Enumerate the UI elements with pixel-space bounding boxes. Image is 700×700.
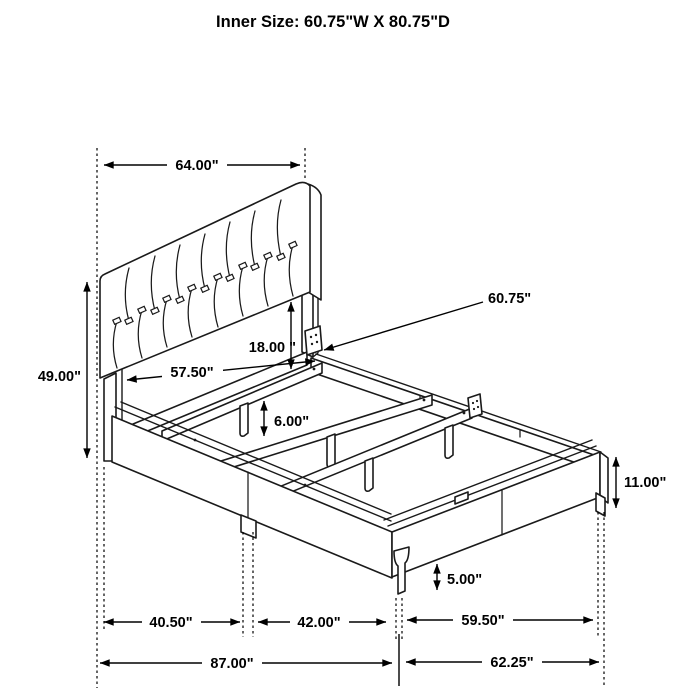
- dim-overall-width: [406, 653, 599, 671]
- ledge-notch: [455, 492, 468, 504]
- dim-head-section: [104, 613, 240, 631]
- head-rail-bracket: [305, 326, 322, 355]
- dim-support-leg-height: [264, 401, 309, 436]
- dim-foot-section-label: 42.00": [297, 615, 341, 631]
- side-rail-right: [311, 354, 601, 469]
- dim-overall-depth: [100, 654, 392, 672]
- dim-foot-section: [258, 613, 386, 631]
- dim-support-leg-height-label: 6.00": [274, 414, 310, 430]
- dim-headboard-width: [104, 156, 300, 174]
- dim-footboard-span: [407, 611, 593, 629]
- support-leg: [365, 458, 373, 491]
- support-leg: [240, 403, 248, 436]
- dim-floor-clearance: [437, 564, 482, 590]
- diagram-title: Inner Size: 60.75"W X 80.75"D: [216, 13, 450, 31]
- dim-footboard-height-label: 11.00": [624, 475, 667, 491]
- dim-headboard-height: [28, 282, 87, 458]
- footboard: [384, 440, 608, 594]
- bed-drawing: [100, 182, 608, 594]
- dim-panel-to-rail-label: 18.00 ": [248, 340, 296, 356]
- dim-between-legs-label: 57.50": [170, 365, 214, 381]
- dim-inner-width-label: 60.75": [488, 291, 532, 307]
- dim-footboard-height: [616, 457, 666, 508]
- dim-overall-depth-label: 87.00": [210, 656, 254, 672]
- support-leg: [445, 425, 453, 458]
- dim-inner-width: [324, 291, 531, 350]
- dim-footboard-span-label: 59.50": [461, 613, 505, 629]
- dim-headboard-width-label: 64.00": [175, 158, 219, 174]
- dim-head-section-label: 40.50": [149, 615, 193, 631]
- support-leg: [327, 434, 335, 467]
- dim-floor-clearance-label: 5.00": [447, 572, 483, 588]
- dim-headboard-height-label: 49.00": [37, 369, 81, 385]
- dimension-annotations: [28, 156, 666, 672]
- dim-overall-width-label: 62.25": [490, 655, 534, 671]
- rail-bracket: [468, 394, 482, 418]
